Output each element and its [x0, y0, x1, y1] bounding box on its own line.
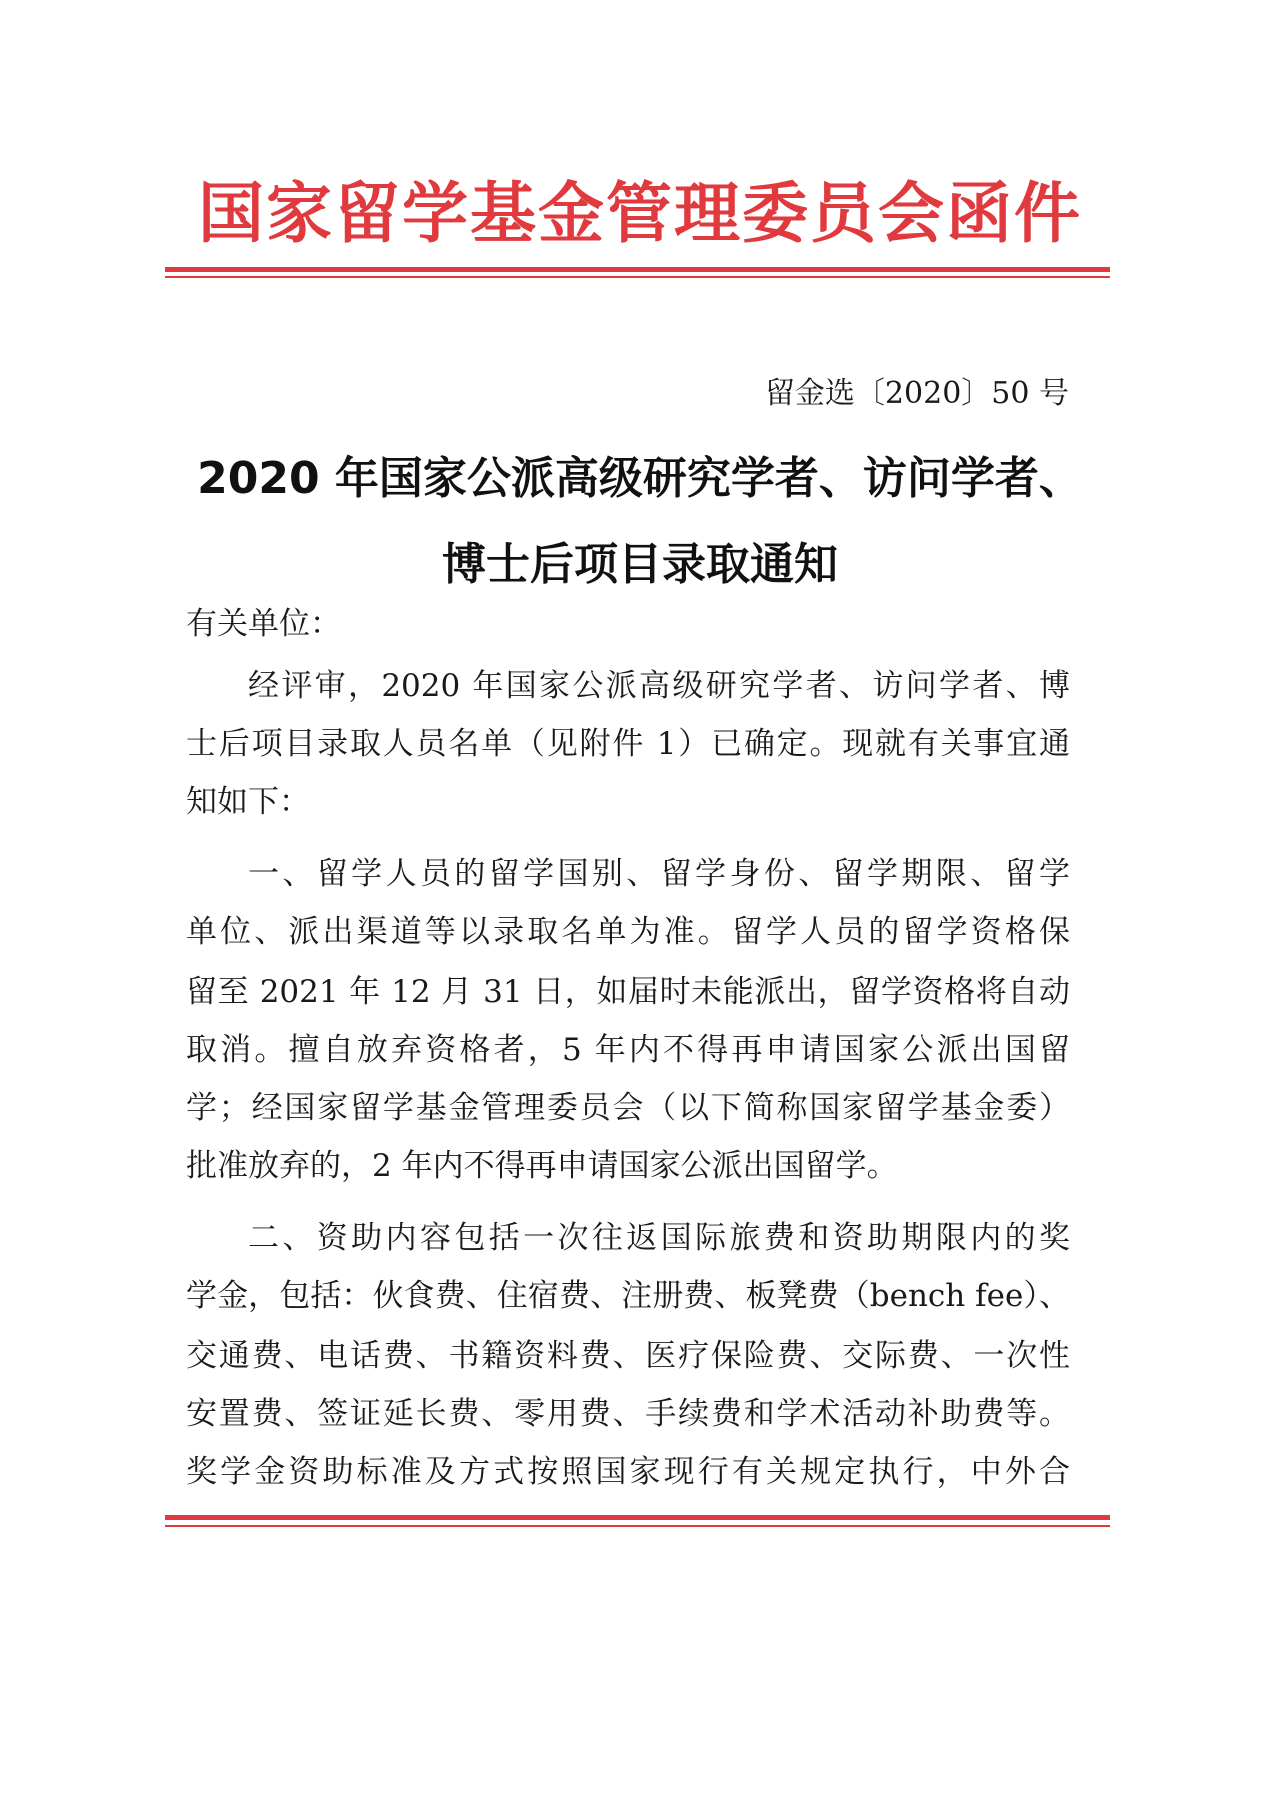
paragraph-2-line-6: 批准放弃的，2 年内不得再申请国家公派出国留学。 [186, 1148, 898, 1184]
paragraph-3-line-2: 学金，包括：伙食费、住宿费、注册费、板凳费（bench fee）、 [186, 1278, 1070, 1314]
paragraph-2-line-4: 取消。擅自放弃资格者，5 年内不得再申请国家公派出国留 [186, 1032, 1070, 1068]
notice-title-line-1: 2020 年国家公派高级研究学者、访问学者、 [197, 453, 1083, 504]
paragraph-1-line-1: 经评审，2020 年国家公派高级研究学者、访问学者、博 [248, 668, 1070, 704]
footer-red-rule-thick [165, 1515, 1110, 1520]
header-red-rule-thick [165, 267, 1110, 272]
notice-title-line-2: 博士后项目录取通知 [442, 539, 838, 590]
paragraph-1-line-2: 士后项目录取人员名单（见附件 1）已确定。现就有关事宜通 [186, 726, 1070, 762]
addressee: 有关单位： [186, 606, 341, 642]
paragraph-3-line-5: 奖学金资助标准及方式按照国家现行有关规定执行，中外合 [186, 1454, 1070, 1490]
paragraph-1-line-3: 知如下： [186, 784, 310, 820]
paragraph-2-line-3: 留至 2021 年 12 月 31 日，如届时未能派出，留学资格将自动 [186, 974, 1070, 1010]
paragraph-2-line-2: 单位、派出渠道等以录取名单为准。留学人员的留学资格保 [186, 914, 1070, 950]
masthead-title: 国家留学基金管理委员会函件 [198, 174, 1082, 252]
paragraph-3-line-3: 交通费、电话费、书籍资料费、医疗保险费、交际费、一次性 [186, 1338, 1070, 1374]
document-number: 留金选〔2020〕50 号 [764, 376, 1069, 411]
paragraph-2-line-5: 学；经国家留学基金管理委员会（以下简称国家留学基金委） [186, 1090, 1070, 1126]
header-red-rule-thin [165, 276, 1110, 278]
footer-red-rule-thin [165, 1525, 1110, 1527]
paragraph-2-line-1: 一、留学人员的留学国别、留学身份、留学期限、留学 [248, 856, 1070, 892]
paragraph-3-line-1: 二、资助内容包括一次往返国际旅费和资助期限内的奖 [248, 1220, 1070, 1256]
paragraph-3-line-4: 安置费、签证延长费、零用费、手续费和学术活动补助费等。 [186, 1396, 1070, 1432]
